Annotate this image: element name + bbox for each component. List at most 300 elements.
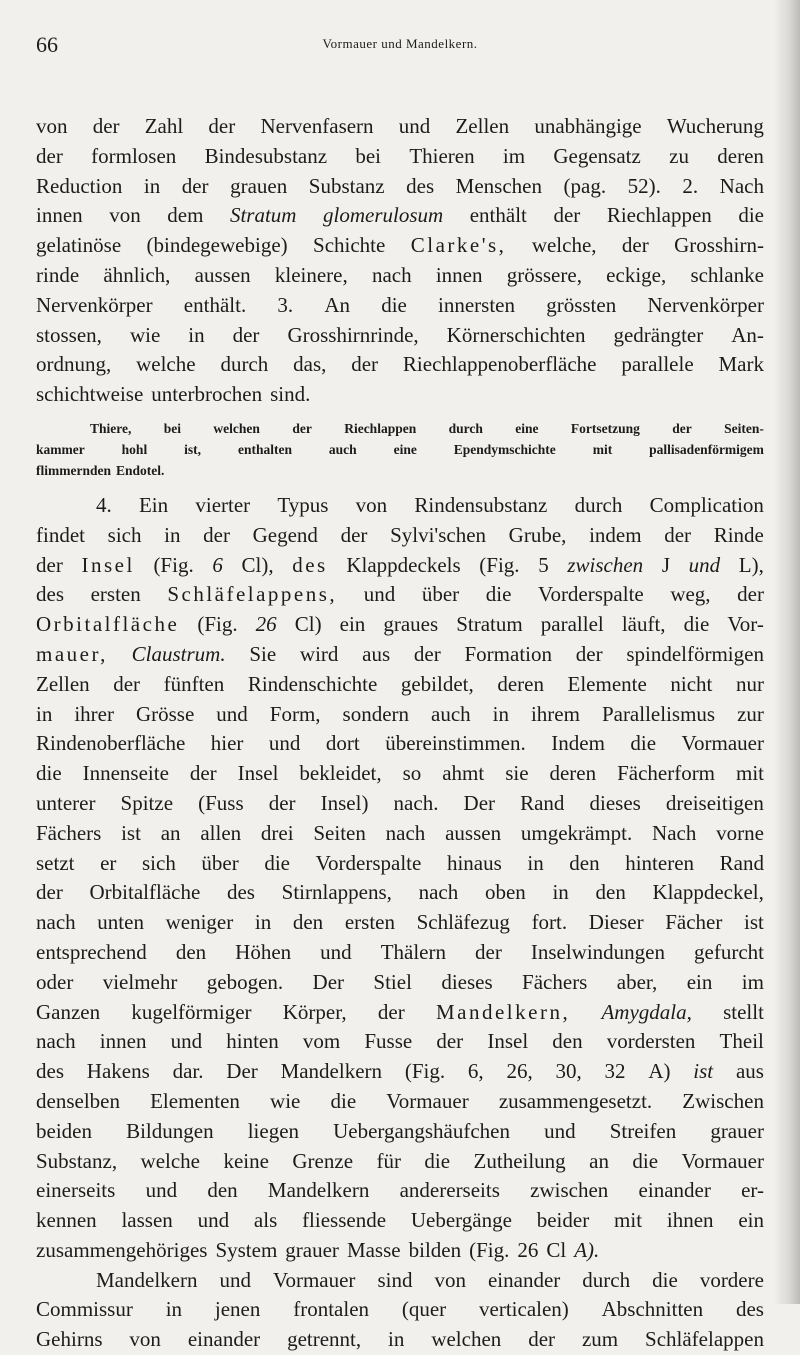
word: Menschen: [455, 173, 542, 198]
word: vielmehr: [102, 969, 178, 994]
text-line: [36, 580, 764, 610]
word: der: [113, 671, 141, 696]
word: rinde: [36, 262, 80, 287]
word: verticalen): [479, 1297, 569, 1322]
word: Spitze: [120, 790, 174, 815]
word: den: [552, 1029, 583, 1054]
word: nach: [371, 262, 412, 287]
word: ersten: [90, 582, 141, 607]
word: ihrer: [74, 701, 114, 726]
word: 6,: [467, 1059, 484, 1084]
word: hier: [210, 731, 244, 756]
page-number: 66: [36, 32, 58, 57]
text-line: [36, 849, 764, 879]
word: beider: [536, 1208, 590, 1233]
word: Schichte: [313, 233, 386, 258]
word: Vorderspalte: [537, 582, 644, 607]
word: ahmt: [442, 761, 485, 786]
word: Grösse: [135, 701, 195, 726]
word: durch: [448, 420, 483, 436]
word: Elementen: [150, 1088, 240, 1113]
word: der: [528, 1327, 556, 1352]
word: gefurcht: [694, 939, 764, 964]
word: des: [36, 1059, 64, 1084]
word: Gegend: [252, 522, 318, 547]
word: und: [268, 731, 301, 756]
word: Wucherung: [666, 114, 764, 138]
word: Vorderspalte: [315, 850, 422, 875]
word: sich: [142, 850, 176, 875]
word: schlanke: [690, 262, 764, 287]
word: Vor-: [727, 612, 764, 637]
word: bilden: [408, 1237, 462, 1262]
word: parallele: [621, 352, 694, 377]
word: Masse: [346, 1237, 401, 1262]
word: in: [143, 173, 161, 198]
word: des: [292, 552, 328, 577]
page-body: [36, 112, 764, 1355]
word: den: [175, 939, 207, 964]
word: die: [630, 731, 657, 756]
word: Nach: [652, 820, 697, 845]
word: einander: [638, 1178, 711, 1203]
word: Thieren: [409, 143, 475, 168]
word: Der: [226, 1059, 258, 1084]
word: gebogen.: [206, 969, 284, 994]
word: der: [181, 173, 209, 198]
text-block-main: [36, 491, 764, 1355]
word: der: [203, 522, 230, 547]
word: enthalten: [237, 441, 292, 457]
word: und: [145, 1178, 178, 1203]
text-line: [36, 1057, 764, 1087]
word: im: [741, 969, 764, 994]
word: in: [188, 322, 205, 347]
word: die: [330, 1088, 357, 1113]
footnote-block: [36, 418, 764, 481]
word: der: [340, 522, 368, 547]
word: Rinde: [713, 522, 764, 547]
word: ein: [738, 1208, 764, 1233]
word: Rindensubstanz: [414, 492, 548, 517]
word: Clarke's,: [410, 233, 507, 258]
word: des: [406, 173, 435, 198]
word: des: [735, 1297, 764, 1322]
word: 5: [538, 552, 549, 577]
word: zwischen: [567, 552, 644, 577]
word: fünften: [163, 671, 225, 696]
page-header: [36, 30, 764, 64]
word: vierter: [195, 492, 251, 517]
word: 6: [212, 552, 223, 577]
word: mit: [592, 441, 613, 457]
text-line: [36, 878, 764, 908]
word: formlosen: [91, 143, 177, 168]
word: für: [376, 1148, 401, 1173]
word: die: [381, 292, 407, 317]
word: auch: [328, 441, 357, 457]
word: Uebergangshäufchen: [333, 1118, 510, 1143]
word: Körper,: [282, 999, 347, 1024]
word: (bindegewebige): [146, 233, 288, 258]
word: Hakens: [86, 1059, 150, 1084]
word: graues: [383, 612, 439, 637]
text-line: [36, 521, 764, 551]
word: A): [648, 1059, 671, 1084]
word: dreiseitigen: [665, 790, 764, 815]
word: dar.: [172, 1059, 204, 1084]
word: drei: [260, 820, 294, 845]
word: Höhen: [235, 939, 292, 964]
word: gelatinöse: [36, 233, 122, 258]
word: Streifen: [609, 1118, 677, 1143]
word: im: [502, 143, 526, 168]
word: Commissur: [36, 1297, 133, 1322]
word: und: [688, 552, 721, 577]
word: Abschnitten: [601, 1297, 704, 1322]
word: Ein: [138, 492, 169, 517]
text-line: [36, 819, 764, 849]
word: Fächerform: [617, 761, 716, 786]
word: einander: [187, 1327, 261, 1352]
word: Cl): [294, 612, 322, 637]
word: wie: [129, 322, 161, 347]
word: innen: [99, 1029, 147, 1054]
word: und: [219, 1267, 251, 1292]
word: Endotel.: [116, 462, 165, 478]
text-line: [36, 700, 764, 730]
word: Grube,: [508, 522, 567, 547]
word: enthält.: [183, 292, 247, 317]
word: Orbitalfläche: [36, 612, 180, 637]
text-line: [36, 231, 764, 261]
word: keine: [223, 1148, 269, 1173]
word: 26: [255, 612, 277, 637]
text-line: [36, 172, 764, 202]
text-line: [36, 1087, 764, 1117]
word: der: [737, 582, 764, 607]
word: und: [320, 939, 352, 964]
word: spindelförmigen: [626, 641, 764, 666]
word: nicht: [670, 671, 713, 696]
word: ihrem: [530, 701, 580, 726]
word: sind: [377, 1267, 413, 1292]
word: durch: [582, 1267, 631, 1292]
word: Parallelismus: [601, 701, 716, 726]
word: Nervenkörper: [647, 292, 764, 317]
word: von: [129, 1327, 161, 1352]
word: sind.: [270, 382, 311, 407]
word: A).: [574, 1237, 600, 1262]
word: Der: [312, 969, 345, 994]
word: Schläfelappen: [645, 1327, 764, 1352]
word: liegen: [247, 1118, 300, 1143]
word: Mandelkern,: [435, 999, 571, 1024]
word: indem: [589, 522, 642, 547]
word: die: [36, 761, 62, 786]
text-line: [36, 551, 764, 581]
word: kleinere,: [274, 262, 348, 287]
word: der: [351, 352, 379, 377]
word: nach.: [393, 790, 439, 815]
word: kugelförmiger: [131, 999, 252, 1024]
word: Seiten: [313, 820, 366, 845]
word: und: [363, 582, 396, 607]
word: gedrängter: [613, 322, 704, 347]
word: an: [160, 820, 181, 845]
text-line: [36, 1295, 764, 1325]
word: Vormauer: [273, 1267, 356, 1292]
word: Bindesubstanz: [204, 143, 328, 168]
word: Zellen: [36, 671, 90, 696]
word: Nervenfasern: [260, 114, 374, 138]
word: (Fig.: [153, 552, 194, 577]
word: Amygdala,: [601, 999, 692, 1024]
word: Sie: [249, 641, 277, 666]
word: glomerulosum: [323, 203, 444, 228]
word: der: [189, 761, 217, 786]
word: System: [215, 1237, 278, 1262]
word: vordersten: [606, 1029, 696, 1054]
word: von: [109, 203, 141, 228]
word: Zwischen: [682, 1088, 764, 1113]
word: stossen,: [36, 322, 102, 347]
word: Insel): [320, 790, 369, 815]
word: innersten: [438, 292, 516, 317]
word: findet: [36, 522, 85, 547]
word: Thälern: [380, 939, 446, 964]
word: unabhängige: [534, 114, 642, 138]
word: stellt: [723, 999, 764, 1024]
word: An: [324, 292, 350, 317]
word: deren: [549, 761, 597, 786]
word: grauer: [285, 1237, 339, 1262]
word: Mandelkern: [267, 1178, 370, 1203]
word: vom: [302, 1029, 341, 1054]
word: deren: [497, 671, 544, 696]
word: fort.: [531, 910, 568, 935]
word: aus: [735, 1059, 764, 1084]
word: Fortsetzung: [570, 420, 640, 436]
word: Riechlappenoberfläche: [402, 352, 597, 377]
text-line: [36, 142, 764, 172]
word: Vormauer: [681, 731, 764, 756]
word: von: [36, 114, 68, 138]
word: unten: [97, 910, 144, 935]
word: welchen: [213, 420, 260, 436]
word: 26,: [506, 1059, 533, 1084]
word: welchen: [431, 1327, 502, 1352]
word: umgekrämpt.: [520, 820, 633, 845]
word: hohl: [121, 441, 148, 457]
word: vordere: [699, 1267, 764, 1292]
word: enthält: [469, 203, 527, 228]
word: der: [92, 114, 120, 138]
word: Mark: [718, 352, 764, 377]
word: kammer: [36, 441, 85, 457]
word: Vormauer: [681, 1148, 764, 1173]
word: Insel: [81, 552, 135, 577]
word: Rindenschichte: [247, 671, 378, 696]
word: Schläfelappens,: [167, 582, 338, 607]
word: in: [36, 701, 53, 726]
word: 26: [517, 1237, 539, 1262]
word: Klappdeckel,: [652, 880, 764, 905]
word: ordnung,: [36, 352, 112, 377]
word: Ganzen: [36, 999, 101, 1024]
word: hinteren: [625, 850, 695, 875]
running-title: Vormauer und Mandelkern.: [322, 36, 478, 51]
page-gutter-shadow: [774, 0, 800, 1304]
word: Uebergänge: [410, 1208, 512, 1233]
word: des: [36, 582, 64, 607]
word: zum: [581, 1327, 619, 1352]
word: hinaus: [446, 850, 502, 875]
word: ist: [693, 1059, 714, 1084]
word: zusammengehöriges: [36, 1237, 208, 1262]
word: oder: [36, 969, 74, 994]
word: dort: [325, 731, 360, 756]
word: schichtweise: [36, 382, 144, 407]
word: lassen: [121, 1208, 173, 1233]
word: den: [595, 880, 626, 905]
word: Substanz,: [36, 1148, 118, 1173]
word: in: [388, 1327, 405, 1352]
word: welche: [136, 352, 196, 377]
word: innen: [36, 203, 83, 228]
word: einander: [487, 1267, 561, 1292]
text-line: [36, 112, 764, 142]
word: (Fig.: [469, 1237, 510, 1262]
word: Reduction: [36, 173, 123, 198]
word: sondern: [342, 701, 410, 726]
word: Fächers: [522, 969, 588, 994]
word: auch: [431, 701, 471, 726]
word: zu: [669, 143, 689, 168]
note-line: [36, 418, 764, 439]
word: Dieser: [588, 910, 644, 935]
note-line: [36, 439, 764, 460]
word: und: [544, 1118, 576, 1143]
word: dieses: [589, 790, 641, 815]
word: in: [492, 701, 509, 726]
word: grössere,: [506, 262, 582, 287]
text-line: [36, 908, 764, 938]
word: nach: [36, 1029, 76, 1054]
text-line: [36, 998, 764, 1028]
word: Insel: [237, 761, 279, 786]
word: mauer,: [36, 641, 108, 666]
word: die: [485, 582, 512, 607]
word: Stirnlappens,: [281, 880, 392, 905]
word: mit: [735, 761, 764, 786]
word: und: [216, 701, 248, 726]
word: die: [683, 612, 710, 637]
text-line: [36, 938, 764, 968]
word: der: [553, 203, 581, 228]
word: Ependymschichte: [453, 441, 556, 457]
word: von: [355, 492, 388, 517]
text-line: [36, 640, 764, 670]
word: Formation: [464, 641, 552, 666]
word: die: [264, 850, 290, 875]
text-line: [36, 670, 764, 700]
word: andererseits: [399, 1178, 500, 1203]
word: Bildungen: [126, 1118, 214, 1143]
word: (pag.: [563, 173, 607, 198]
word: nach: [36, 910, 76, 935]
word: zusammengesetzt.: [498, 1088, 653, 1113]
word: durch: [220, 352, 269, 377]
word: der: [36, 552, 63, 577]
word: Form,: [269, 701, 321, 726]
word: über: [421, 582, 460, 607]
word: der: [621, 233, 649, 258]
text-line: [36, 1147, 764, 1177]
word: in: [165, 1297, 183, 1322]
text-line: [36, 1027, 764, 1057]
word: dieses: [441, 969, 493, 994]
text-line: [36, 261, 764, 291]
word: den: [292, 910, 324, 935]
word: Schläfezug: [416, 910, 510, 935]
word: fliessende: [302, 1208, 387, 1233]
book-page: [36, 30, 764, 1355]
word: der: [208, 114, 236, 138]
word: eine: [515, 420, 539, 436]
text-line: [36, 491, 764, 521]
word: er-: [741, 1178, 764, 1203]
word: ihnen: [666, 1208, 714, 1233]
word: vorne: [716, 820, 764, 845]
word: Thiere,: [90, 420, 132, 436]
word: der: [664, 522, 692, 547]
word: frontalen: [293, 1297, 370, 1322]
word: weniger: [165, 910, 234, 935]
text-line: [36, 1236, 764, 1266]
word: Gegensatz: [553, 143, 641, 168]
word: Vormauer: [386, 1088, 469, 1113]
word: Cl: [546, 1237, 567, 1262]
text-line: [36, 291, 764, 321]
word: Fusse: [364, 1029, 413, 1054]
word: der: [36, 880, 63, 905]
word: die: [738, 203, 764, 228]
word: welche,: [531, 233, 597, 258]
word: eine: [393, 441, 417, 457]
word: der: [575, 641, 603, 666]
word: 30,: [555, 1059, 582, 1084]
word: wie: [270, 1088, 301, 1113]
word: er: [100, 850, 117, 875]
word: bei: [163, 420, 182, 436]
word: Grosshirn-: [674, 233, 764, 258]
word: Grenze: [292, 1148, 354, 1173]
text-line: [36, 1325, 764, 1355]
word: Klappdeckels: [346, 552, 461, 577]
word: dem: [167, 203, 204, 228]
word: (Fig.: [197, 612, 238, 637]
word: Stratum: [229, 203, 297, 228]
word: der: [377, 999, 405, 1024]
word: bei: [355, 143, 382, 168]
word: An-: [731, 322, 764, 347]
word: eckige,: [606, 262, 667, 287]
word: ist,: [184, 441, 202, 457]
word: Elemente: [567, 671, 647, 696]
word: Mandelkern: [96, 1267, 198, 1292]
word: den: [569, 850, 600, 875]
